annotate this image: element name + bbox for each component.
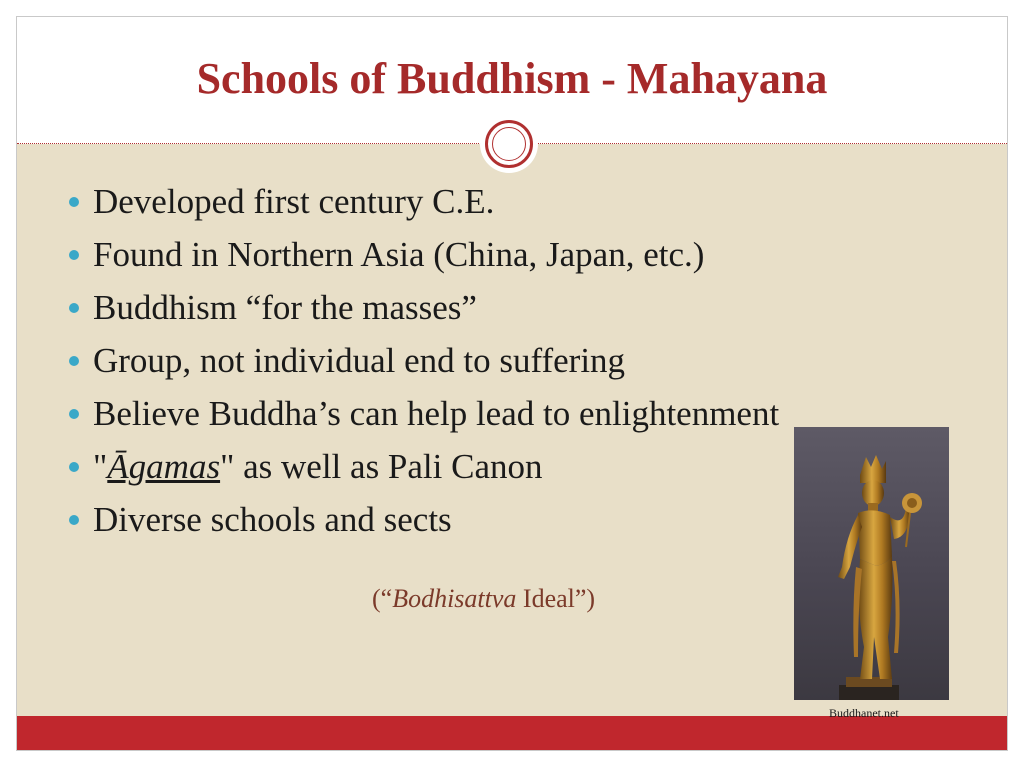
- bullet-item: [67, 341, 779, 394]
- bullet-item: [67, 394, 779, 447]
- bullet-text: Buddhism “for the masses”: [93, 288, 477, 327]
- image-credit: Buddhanet.net: [829, 706, 899, 720]
- bodhisattva-caption: [372, 584, 595, 614]
- bullet-prefix: ": [93, 447, 108, 486]
- bullet-dot-icon: [69, 303, 79, 313]
- bullet-text: Group, not individual end to suffering: [93, 341, 626, 380]
- bullet-item: [67, 447, 779, 500]
- bullet-text: Diverse schools and sects: [93, 500, 452, 539]
- bullet-item: [67, 500, 779, 553]
- bullet-dot-icon: [69, 250, 79, 260]
- bullet-item: [67, 235, 779, 288]
- bullet-suffix: " as well as Pali Canon: [220, 447, 543, 486]
- bullet-text: Believe Buddha’s can help lead to enlightenment: [93, 394, 780, 433]
- bullet-item: [67, 288, 779, 341]
- circle-ornament-ring: [485, 120, 533, 168]
- caption-close: Ideal”): [516, 584, 596, 613]
- footer-bar: [17, 716, 1007, 750]
- bodhisattva-statue-image: [794, 427, 949, 700]
- bullet-item: [67, 182, 779, 235]
- slide: [16, 16, 1008, 751]
- bullet-text: Developed first century C.E.: [93, 182, 495, 221]
- caption-emphasis: Bodhisattva: [392, 584, 517, 613]
- bullet-text: Found in Northern Asia (China, Japan, etc.): [93, 235, 705, 274]
- agamas-term: Āgamas: [107, 447, 221, 486]
- bullet-dot-icon: [69, 515, 79, 525]
- bullet-dot-icon: [69, 462, 79, 472]
- bullet-dot-icon: [69, 356, 79, 366]
- statue-illustration: [794, 427, 949, 700]
- bullet-dot-icon: [69, 409, 79, 419]
- slide-title: Schools of Buddhism - Mahayana: [196, 54, 828, 103]
- bullet-list: [67, 182, 779, 553]
- caption-open: (“: [372, 584, 393, 613]
- bullet-dot-icon: [69, 197, 79, 207]
